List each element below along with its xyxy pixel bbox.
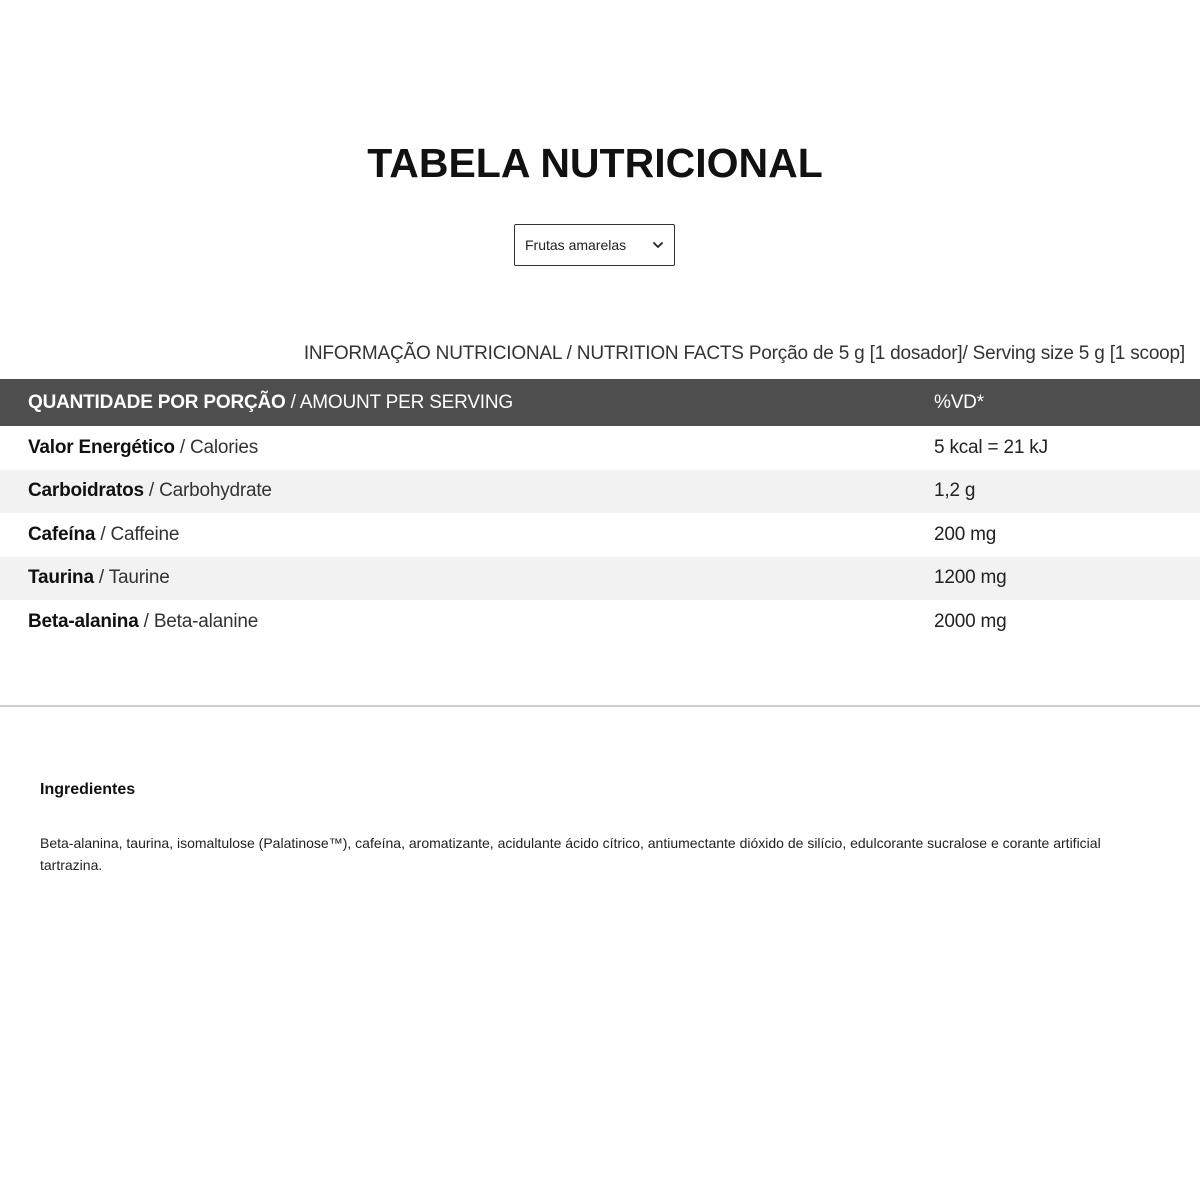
header-left-en: / AMOUNT PER SERVING — [285, 391, 513, 413]
page-title: TABELA NUTRICIONAL — [367, 140, 823, 186]
nutrient-label — [0, 567, 934, 589]
nutrient-label — [0, 480, 934, 502]
table-row — [0, 557, 1200, 601]
nutrient-name-pt: Taurina — [28, 567, 94, 589]
nutrient-value: 1200 mg — [934, 567, 1007, 589]
nutrient-name-en: / Caffeine — [95, 523, 180, 545]
nutrient-name-pt: Beta-alanina — [28, 610, 139, 632]
ingredients-title: Ingredientes — [40, 781, 136, 798]
ingredients-text: Beta-alanina, taurina, isomaltulose (Palatinose™), cafeína, aromatizante, acidulante ácido cítrico, antiumectante dióxido de silício, edulcorante sucralose e corante artificial tartrazina. — [40, 835, 1101, 873]
nutrient-value: 5 kcal = 21 kJ — [934, 436, 1048, 458]
nutrient-name-pt: Cafeína — [28, 523, 96, 545]
table-row — [0, 470, 1200, 514]
nutrient-value: 200 mg — [934, 523, 997, 545]
flavor-select[interactable] — [514, 224, 675, 266]
nutrition-table — [0, 379, 1200, 644]
table-row — [0, 600, 1200, 644]
chevron-down-icon — [652, 239, 664, 251]
nutrient-name-en: / Taurine — [93, 567, 170, 589]
nutrient-label — [0, 524, 934, 546]
nutrient-label — [0, 611, 934, 633]
header-daily-value: %VD* — [934, 391, 984, 413]
nutrition-caption: INFORMAÇÃO NUTRICIONAL / NUTRITION FACTS Porção de 5 g [1 dosador]/ Serving size 5 g [1 scoop] — [303, 343, 1185, 364]
nutrient-value: 2000 mg — [934, 610, 1007, 632]
nutrient-value: 1,2 g — [934, 480, 976, 502]
table-row — [0, 426, 1200, 470]
nutrient-name-en: / Calories — [174, 436, 259, 458]
nutrient-label — [0, 437, 934, 459]
header-left-pt: QUANTIDADE POR PORÇÃO — [28, 391, 286, 413]
section-divider — [0, 705, 1200, 707]
header-amount-per-serving — [0, 392, 934, 414]
nutrition-table-header — [0, 379, 1200, 426]
nutrient-name-pt: Carboidratos — [28, 480, 144, 502]
table-row — [0, 513, 1200, 557]
nutrient-name-en: / Carbohydrate — [143, 480, 272, 502]
nutrient-name-en: / Beta-alanine — [138, 610, 259, 632]
nutrient-name-pt: Valor Energético — [28, 436, 175, 458]
flavor-select-value: Frutas amarelas — [525, 237, 627, 253]
